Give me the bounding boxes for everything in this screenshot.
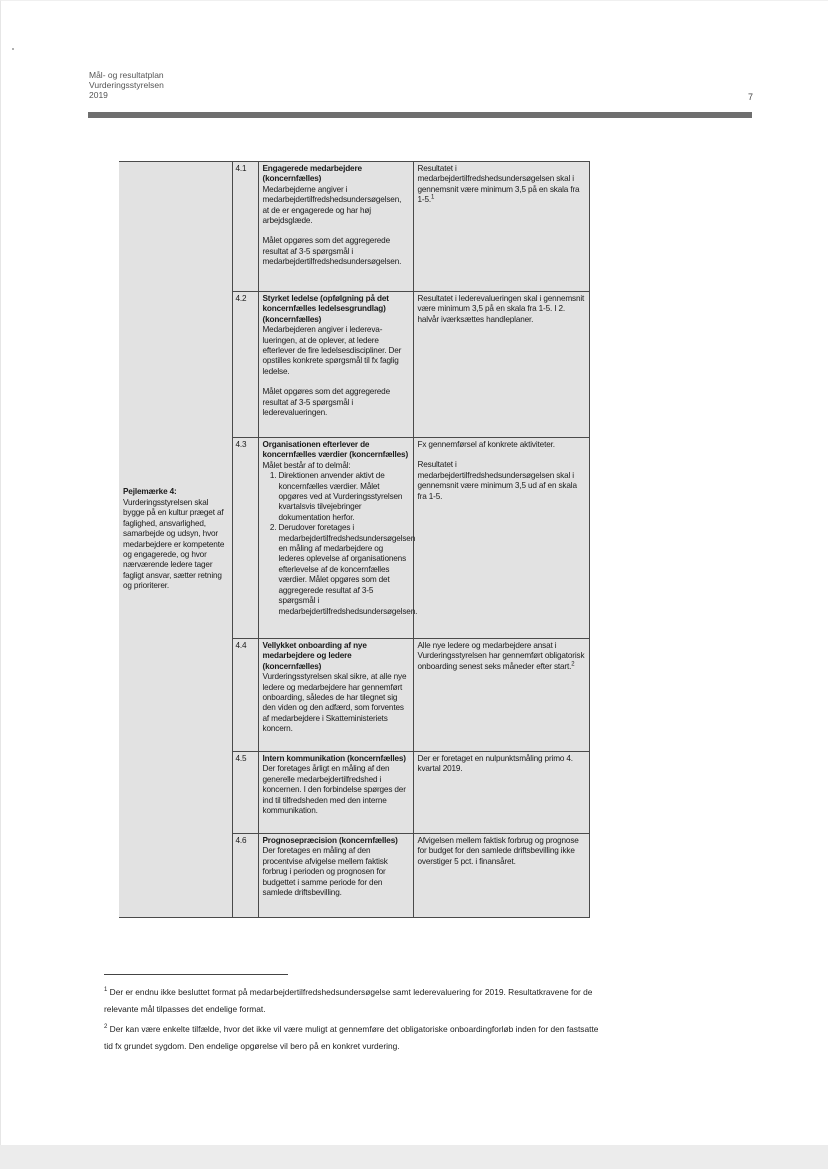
measure-text: Der foretages årligt en måling af den generelle medarbejdertilfredshed i koncernen. I den forbindelse spørges der ind til tilfredsheden med den interne kommunikation. (262, 764, 406, 816)
sub-goal-list (263, 471, 418, 617)
page-number: 7 (748, 92, 754, 102)
footnote-mark: 1 (104, 987, 108, 994)
result-text: Alle nye ledere og medarbejdere ansat i Vurderingsstyrelsen har gennemført obligatorisk onboarding senest seks måneder efter start. (417, 641, 585, 671)
footnote-separator (104, 974, 288, 975)
measure-title: Vellykket onboarding af nye medarbejdere og ledere (koncernfælles) (262, 641, 367, 671)
goals-table-wrapper (119, 161, 589, 917)
goals-table (119, 161, 590, 918)
goal-label: Pejlemærke 4: (123, 487, 177, 497)
measure-text: Vurderingsstyrelsen skal sikre, at alle nye ledere og medarbejdere har gennemført onboarding, således de har tilegnet sig den viden og den adfærd, som forventes af medarbejdere i Skatteministeriets koncern. (262, 672, 407, 734)
header-title: Mål- og resultatplan (89, 70, 164, 80)
measure-text: Målet opgøres som det aggregerede resultat af 3-5 spørgsmål i medarbejdertilfredshedsundersøgelsen. (262, 236, 402, 267)
measure-text: Medarbejderne angiver i medarbejdertilfredshedsundersøgelsen, at de er engagerede og har høj arbejdsglæde. (262, 184, 402, 226)
result-cell (413, 752, 589, 834)
measure-cell (258, 292, 413, 438)
result-text: Fx gennemførsel af konkrete aktiviteter. (417, 440, 555, 449)
result-text: Resultatet i medarbejdertilfredshedsundersøgelsen skal i gennemsnit være minimum 3,5 på en skala fra 1-5. (417, 164, 580, 205)
measure-cell (258, 438, 418, 639)
result-cell (413, 639, 589, 752)
measure-text: Der foretages en måling af den procentvise afvigelse mellem faktisk forbrug i perioden og prognosen for budgettet i samme periode for den samlede driftsbevilling. (262, 846, 388, 898)
goal-text: Vurderingsstyrelsen skal bygge på en kultur præget af faglighed, ansvarlighed, samarbejde og udsyn, hvor medarbejdere er kompetente og engagerede, og hvor nærværende ledere tager fagligt ansvar, sætter retning og prioriterer. (123, 497, 225, 591)
measure-title: Prognosepræcision (koncernfælles) (262, 836, 398, 845)
measure-cell (258, 162, 413, 292)
list-item: 1. Direktionen anvender aktivt de koncernfælles værdier. Målet opgøres ved at Vurderingsstyrelsen kvartalsvis tilvejebringer dokumentation herfor. (279, 471, 409, 523)
footnote-ref: 1 (431, 194, 435, 201)
footnote (104, 1021, 599, 1055)
header-organization: Vurderingsstyrelsen (89, 80, 164, 90)
header-rule (88, 112, 752, 118)
result-text: Resultatet i medarbejdertilfredshedsundersøgelsen skal i gennemsnit være minimum 3,5 ud af en skala fra 1-5. (417, 460, 577, 501)
row-number: 4.3 (232, 438, 258, 639)
footnote-mark: 2 (104, 1024, 108, 1031)
measure-cell (258, 639, 413, 752)
measure-cell (258, 834, 413, 918)
list-item: 2. Derudover foretages i medarbejdertilfredshedsundersøgelsen en måling af medarbejdere og lederes oplevelse af organisationens efterlevelse af de koncernfælles værdier. Målet opgøres som det aggregerede resultat af 3-5 spørgsmål i medarbejdertilfredshedsundersøgelsen. (279, 523, 409, 617)
result-cell (413, 162, 589, 292)
scan-speck (12, 48, 14, 50)
result-cell (413, 292, 589, 438)
result-cell (413, 438, 589, 639)
scan-bottom-edge (0, 1145, 828, 1169)
row-number: 4.5 (232, 752, 258, 834)
document-header (89, 70, 164, 100)
footnote (104, 984, 599, 1018)
row-number: 4.4 (232, 639, 258, 752)
measure-title: Styrket ledelse (opfølgning på det koncernfælles ledelsesgrundlag) (koncernfælles) (262, 294, 389, 324)
result-text: Der er foretaget en nulpunktsmåling primo 4. kvartal 2019. (417, 754, 573, 774)
measure-text: Medarbejderen angiver i lederevalueringen, at de oplever, at ledere efterlever de fire ledelsesdiscipliner. Der opstilles konkrete spørgsmål til fx faglig ledelse. (262, 325, 402, 376)
measure-title: Intern kommunikation (koncernfælles) (262, 754, 406, 763)
footnote-text: Der er endnu ikke besluttet format på medarbejdertilfredshedsundersøgelse samt lederevaluering for 2019. Resultatkravene for de relevante mål tilpasses det endelige format. (104, 987, 593, 1014)
row-number: 4.2 (232, 292, 258, 438)
measure-text: Målet opgøres som det aggregerede resultat af 3-5 spørgsmål i lederevalueringen. (262, 387, 390, 418)
row-number: 4.1 (232, 162, 258, 292)
measure-title: Engagerede medarbejdere (koncernfælles) (262, 164, 362, 184)
result-text: Resultatet i lederevalueringen skal i gennemsnit være minimum 3,5 på en skala fra 1-5. I 2. halvår iværksættes handleplaner. (417, 294, 585, 324)
goal-cell (119, 162, 232, 918)
measure-title: Organisationen efterlever de koncernfælles værdier (koncernfælles) (262, 440, 409, 460)
result-text: Afvigelsen mellem faktisk forbrug og prognose for budget for den samlede driftsbevilling ikke overstiger 5 pct. i finansåret. (417, 836, 579, 866)
measure-intro: Målet består af to delmål: (262, 460, 351, 470)
footnote-text: Der kan være enkelte tilfælde, hvor det ikke vil være muligt at gennemføre det obligatoriske onboardingforløb inden for den fastsatte tid fx grundet sygdom. Den endelige opgørelse vil bero på en konkret vurdering. (104, 1024, 599, 1051)
footnote-ref: 2 (571, 661, 575, 668)
row-number: 4.6 (232, 834, 258, 918)
result-cell (413, 834, 589, 918)
measure-cell (258, 752, 413, 834)
header-year: 2019 (89, 90, 108, 100)
table-row (119, 162, 589, 292)
